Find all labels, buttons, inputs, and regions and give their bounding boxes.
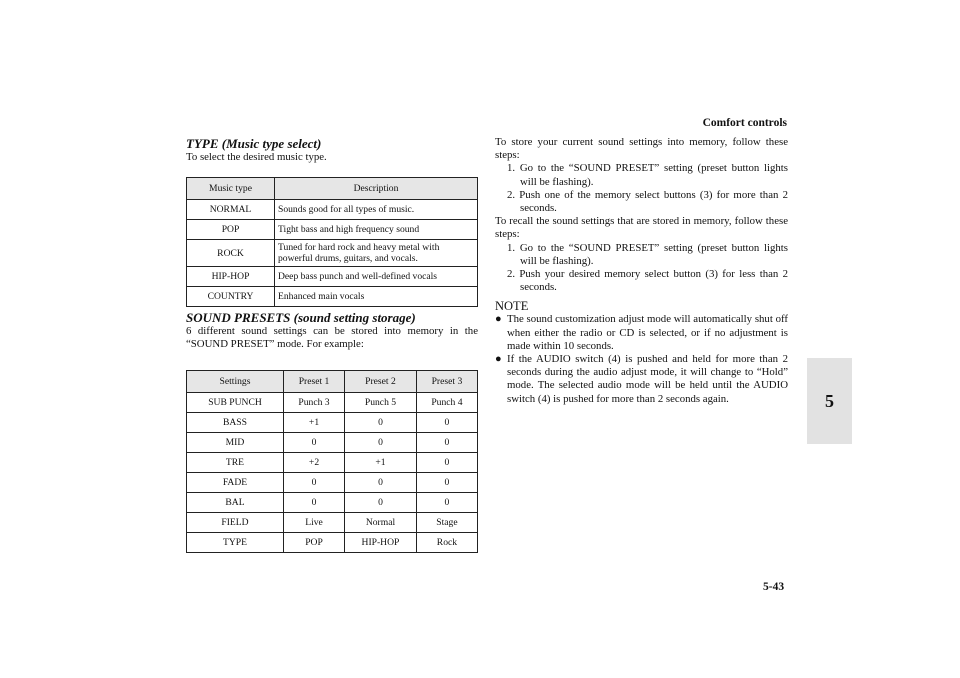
- right-column: [495, 136, 788, 406]
- recall-steps: [495, 242, 788, 295]
- table-row: TYPE POP HIP-HOP Rock: [187, 532, 478, 552]
- sound-presets-table: [186, 370, 478, 553]
- table-header: Music type: [187, 178, 275, 200]
- chapter-number: 5: [825, 390, 834, 411]
- store-steps: [495, 162, 788, 215]
- table-header: Preset 2: [345, 370, 417, 392]
- note-text: The sound customization adjust mode will automatically shut off when either the radio or CD is selected, or if no adjustment is made within 10 seconds.: [507, 313, 788, 352]
- recall-intro: To recall the sound settings that are stored in memory, follow these steps:: [495, 215, 788, 241]
- table-header: Preset 3: [416, 370, 477, 392]
- list-item: [495, 313, 788, 353]
- page-number: 5-43: [763, 581, 785, 593]
- type-intro: To select the desired music type.: [186, 151, 327, 163]
- table-row: FADE 0 0 0: [187, 472, 478, 492]
- left-column: [186, 136, 478, 553]
- table-row: NORMAL Sounds good for all types of music.: [187, 200, 478, 220]
- table-row: HIP-HOP Deep bass punch and well-defined vocals: [187, 267, 478, 287]
- music-type-table: [186, 177, 478, 307]
- store-intro: To store your current sound settings into memory, follow these steps:: [495, 136, 788, 162]
- table-row: POP Tight bass and high frequency sound: [187, 220, 478, 240]
- list-item: 1. Go to the “SOUND PRESET” setting (preset button lights will be flashing).: [507, 162, 788, 188]
- table-header: Settings: [187, 370, 284, 392]
- note-list: [495, 313, 788, 405]
- table-row: MID 0 0 0: [187, 432, 478, 452]
- type-heading: TYPE (Music type select): [186, 136, 322, 151]
- note-label: NOTE: [495, 299, 529, 314]
- chapter-tab: [807, 358, 852, 444]
- table-row: ROCK Tuned for hard rock and heavy metal with powerful drums, guitars, and vocals.: [187, 240, 478, 267]
- note-text: If the AUDIO switch (4) is pushed and held for more than 2 seconds during the audio adjust mode, it will change to “Hold” mode. The selected audio mode will be held until the AUDIO switch (4) is pushed for more than 2 seconds again.: [507, 353, 788, 405]
- list-item: 1. Go to the “SOUND PRESET” setting (preset button lights will be flashing).: [507, 241, 788, 267]
- bullet-icon: ●: [495, 353, 502, 366]
- table-row: FIELD Live Normal Stage: [187, 512, 478, 532]
- table-header: Description: [275, 178, 478, 200]
- presets-heading: SOUND PRESETS (sound setting storage): [186, 310, 416, 326]
- list-item: 2. Push one of the memory select buttons (3) for more than 2 seconds.: [507, 188, 788, 215]
- table-row: SUB PUNCH Punch 3 Punch 5 Punch 4: [187, 392, 478, 412]
- bullet-icon: ●: [495, 313, 502, 326]
- table-row: TRE +2 +1 0: [187, 452, 478, 472]
- table-row: BAL 0 0 0: [187, 492, 478, 512]
- running-header: Comfort controls: [702, 117, 787, 129]
- list-item: [495, 353, 788, 406]
- list-item: 2. Push your desired memory select button (3) for less than 2 seconds.: [507, 268, 788, 294]
- presets-intro: 6 different sound settings can be stored into memory in the “SOUND PRESET” mode. For example:: [186, 325, 478, 351]
- table-header: Preset 1: [283, 370, 344, 392]
- table-row: BASS +1 0 0: [187, 412, 478, 432]
- table-row: COUNTRY Enhanced main vocals: [187, 287, 478, 307]
